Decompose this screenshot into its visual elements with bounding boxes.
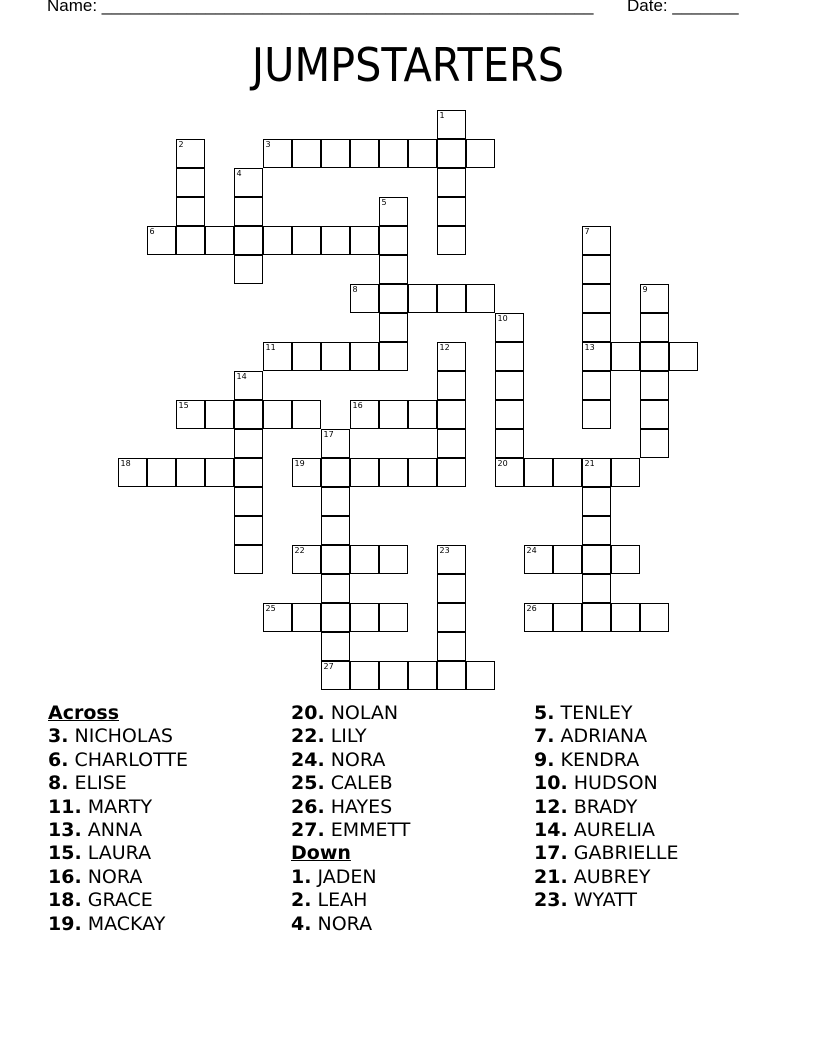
grid-cell (524, 603, 553, 632)
clue-answer: HUDSON (573, 772, 658, 795)
grid-cell (640, 284, 669, 313)
grid-cell (321, 603, 350, 632)
grid-cell (582, 574, 611, 603)
grid-cell (379, 603, 408, 632)
grid-cell (292, 342, 321, 371)
clue-number-label: 25 (265, 603, 276, 613)
clue-answer: GABRIELLE (573, 842, 679, 865)
clue-number: 11. (48, 795, 82, 818)
grid-cell (640, 371, 669, 400)
clue-number: 27. (291, 819, 325, 842)
grid-cell (234, 255, 263, 284)
clue-number: 8. (48, 772, 69, 795)
date-field-label: Date: _______ (627, 0, 739, 15)
grid-cell (582, 284, 611, 313)
clue-answer: CHARLOTTE (74, 748, 188, 771)
grid-cell (437, 545, 466, 574)
clue-across-24 (291, 749, 410, 772)
grid-cell (466, 284, 495, 313)
clue-answer: NORA (87, 865, 143, 888)
grid-cell (321, 429, 350, 458)
clue-across-3 (48, 725, 188, 748)
grid-cell (176, 226, 205, 255)
clue-answer: BRADY (573, 795, 638, 818)
grid-cell (437, 429, 466, 458)
clue-number: 4. (291, 912, 312, 935)
grid-cell (205, 458, 234, 487)
grid-cell (437, 139, 466, 168)
puzzle-title: JUMPSTARTERS (251, 38, 565, 92)
clue-answer: JADEN (317, 865, 377, 888)
grid-cell (234, 226, 263, 255)
clue-number-label: 15 (178, 400, 189, 410)
clue-number-label: 8 (352, 284, 358, 294)
clue-number-label: 12 (439, 342, 450, 352)
clue-down-5 (534, 702, 678, 725)
grid-cell (234, 168, 263, 197)
grid-cell (437, 226, 466, 255)
grid-cell (553, 603, 582, 632)
grid-cell (495, 429, 524, 458)
grid-cell (205, 400, 234, 429)
grid-cell (321, 226, 350, 255)
clue-number-label: 1 (439, 110, 445, 120)
clue-across-22 (291, 725, 410, 748)
grid-cell (321, 458, 350, 487)
grid-cell (640, 400, 669, 429)
across-heading: Across (48, 702, 120, 724)
grid-cell (234, 400, 263, 429)
clue-down-7 (534, 725, 678, 748)
grid-cell (292, 545, 321, 574)
name-field-label: Name: ____________________________________________________ (47, 0, 594, 15)
grid-cell (379, 313, 408, 342)
clue-across-8 (48, 772, 188, 795)
grid-cell (611, 458, 640, 487)
clue-number-label: 6 (149, 226, 155, 236)
clue-across-18 (48, 889, 188, 912)
grid-cell (263, 603, 292, 632)
grid-cell (640, 603, 669, 632)
clue-number: 3. (48, 725, 69, 748)
clue-number-label: 5 (381, 197, 387, 207)
grid-cell (582, 313, 611, 342)
grid-cell (321, 661, 350, 690)
grid-cell (495, 371, 524, 400)
clue-down-2 (291, 889, 410, 912)
grid-cell (495, 313, 524, 342)
grid-cell (524, 458, 553, 487)
grid-cell (582, 487, 611, 516)
clue-across-20 (291, 702, 410, 725)
grid-cell (611, 603, 640, 632)
clue-answer: HAYES (330, 795, 393, 818)
grid-cell (176, 197, 205, 226)
grid-cell (582, 400, 611, 429)
clue-across-6 (48, 749, 188, 772)
clue-number-label: 11 (265, 342, 276, 352)
clue-number-label: 17 (323, 429, 334, 439)
grid-cell (379, 197, 408, 226)
clue-answer: EMMETT (330, 819, 411, 842)
grid-cell (466, 139, 495, 168)
clue-number-label: 23 (439, 545, 450, 555)
clue-answer: LEAH (317, 889, 368, 912)
grid-cell (176, 168, 205, 197)
grid-cell (611, 342, 640, 371)
grid-cell (640, 429, 669, 458)
clue-down-23 (534, 889, 678, 912)
clue-across-25 (291, 772, 410, 795)
clue-number-label: 27 (323, 661, 334, 671)
grid-cell (437, 603, 466, 632)
clue-answer: ELISE (74, 772, 127, 795)
grid-cell (263, 342, 292, 371)
clue-across-16 (48, 866, 188, 889)
clue-answer: ANNA (87, 819, 143, 842)
grid-cell (350, 139, 379, 168)
clue-number-label: 24 (526, 545, 537, 555)
grid-cell (350, 342, 379, 371)
clue-number: 21. (534, 865, 568, 888)
grid-cell (437, 400, 466, 429)
grid-cell (379, 139, 408, 168)
grid-cell (350, 545, 379, 574)
clue-number-label: 21 (584, 458, 595, 468)
grid-cell (350, 603, 379, 632)
clue-number-label: 3 (265, 139, 271, 149)
clue-column-3 (534, 702, 678, 913)
grid-cell (205, 226, 234, 255)
grid-cell (147, 226, 176, 255)
grid-cell (553, 458, 582, 487)
grid-cell (582, 516, 611, 545)
grid-cell (292, 603, 321, 632)
clue-number-label: 9 (642, 284, 648, 294)
grid-cell (234, 371, 263, 400)
clue-number: 9. (534, 748, 555, 771)
clue-number: 16. (48, 865, 82, 888)
clue-number-label: 22 (294, 545, 305, 555)
clue-across-15 (48, 842, 188, 865)
grid-cell (379, 661, 408, 690)
clue-number: 17. (534, 842, 568, 865)
clue-down-17 (534, 842, 678, 865)
grid-cell (553, 545, 582, 574)
grid-cell (437, 342, 466, 371)
clue-down-12 (534, 796, 678, 819)
grid-cell (292, 400, 321, 429)
grid-cell (379, 400, 408, 429)
grid-cell (292, 226, 321, 255)
grid-cell (495, 342, 524, 371)
clue-answer: ADRIANA (560, 725, 648, 748)
grid-cell (176, 139, 205, 168)
clue-number: 14. (534, 819, 568, 842)
clue-number-label: 18 (120, 458, 131, 468)
grid-cell (292, 458, 321, 487)
clue-answer: NORA (330, 748, 386, 771)
clue-number: 10. (534, 772, 568, 795)
grid-cell (234, 429, 263, 458)
grid-cell (611, 545, 640, 574)
clue-across-19 (48, 913, 188, 936)
clue-number: 15. (48, 842, 82, 865)
grid-cell (234, 197, 263, 226)
grid-cell (495, 400, 524, 429)
grid-cell (292, 139, 321, 168)
grid-cell (640, 313, 669, 342)
clue-down-9 (534, 749, 678, 772)
grid-cell (321, 139, 350, 168)
clue-across-27 (291, 819, 410, 842)
clue-number-label: 10 (497, 313, 508, 323)
clue-answer: TENLEY (560, 702, 633, 724)
grid-cell (582, 545, 611, 574)
clue-down-10 (534, 772, 678, 795)
grid-cell (408, 400, 437, 429)
grid-cell (466, 661, 495, 690)
grid-cell (437, 632, 466, 661)
grid-cell (321, 574, 350, 603)
clue-number-label: 13 (584, 342, 595, 352)
grid-cell (234, 516, 263, 545)
clue-down-4 (291, 913, 410, 936)
clue-number: 5. (534, 702, 555, 724)
grid-cell (379, 545, 408, 574)
grid-cell (321, 545, 350, 574)
clue-answer: MACKAY (87, 912, 166, 935)
clue-down-21 (534, 866, 678, 889)
clue-across-26 (291, 796, 410, 819)
grid-cell (321, 516, 350, 545)
clue-column-1 (48, 702, 188, 936)
grid-cell (640, 342, 669, 371)
clue-number-label: 19 (294, 458, 305, 468)
clue-number: 19. (48, 912, 82, 935)
clue-answer: KENDRA (560, 748, 640, 771)
clue-down-14 (534, 819, 678, 842)
clue-column-2 (291, 702, 410, 936)
grid-cell (350, 458, 379, 487)
grid-cell (118, 458, 147, 487)
grid-cell (350, 284, 379, 313)
clue-answer: AURELIA (573, 819, 656, 842)
grid-cell (234, 545, 263, 574)
clue-answer: WYATT (573, 889, 638, 912)
grid-cell (147, 458, 176, 487)
clue-number-label: 16 (352, 400, 363, 410)
grid-cell (437, 458, 466, 487)
clue-answer: CALEB (330, 772, 393, 795)
clue-number: 24. (291, 748, 325, 771)
grid-cell (350, 661, 379, 690)
grid-cell (408, 139, 437, 168)
grid-cell (582, 342, 611, 371)
grid-cell (350, 400, 379, 429)
grid-cell (524, 545, 553, 574)
grid-cell (263, 226, 292, 255)
clue-number: 1. (291, 865, 312, 888)
grid-cell (408, 661, 437, 690)
clue-number: 20. (291, 702, 325, 724)
clue-number-label: 14 (236, 371, 247, 381)
grid-cell (321, 487, 350, 516)
clue-answer: MARTY (87, 795, 153, 818)
grid-cell (582, 226, 611, 255)
clue-number: 25. (291, 772, 325, 795)
clue-number-label: 26 (526, 603, 537, 613)
grid-cell (437, 371, 466, 400)
clue-across-13 (48, 819, 188, 842)
clue-answer: NOLAN (330, 702, 399, 724)
grid-cell (350, 226, 379, 255)
clue-answer: AUBREY (573, 865, 651, 888)
clue-number: 6. (48, 748, 69, 771)
grid-cell (669, 342, 698, 371)
grid-cell (176, 458, 205, 487)
grid-cell (437, 284, 466, 313)
clue-number: 22. (291, 725, 325, 748)
clue-number: 13. (48, 819, 82, 842)
grid-cell (437, 574, 466, 603)
clue-down-1 (291, 866, 410, 889)
clue-number: 7. (534, 725, 555, 748)
grid-cell (263, 139, 292, 168)
clue-answer: LILY (330, 725, 367, 748)
clue-number-label: 20 (497, 458, 508, 468)
grid-cell (582, 371, 611, 400)
clue-answer: NICHOLAS (74, 725, 173, 748)
grid-cell (379, 342, 408, 371)
clue-answer: LAURA (87, 842, 152, 865)
grid-cell (176, 400, 205, 429)
grid-cell (408, 458, 437, 487)
clue-number: 23. (534, 889, 568, 912)
grid-cell (263, 400, 292, 429)
clue-number: 2. (291, 889, 312, 912)
grid-cell (437, 661, 466, 690)
grid-cell (379, 458, 408, 487)
clue-number-label: 2 (178, 139, 184, 149)
grid-cell (437, 168, 466, 197)
grid-cell (321, 342, 350, 371)
grid-cell (379, 255, 408, 284)
grid-cell (379, 226, 408, 255)
grid-cell (408, 284, 437, 313)
grid-cell (437, 110, 466, 139)
clue-number: 26. (291, 795, 325, 818)
grid-cell (582, 603, 611, 632)
down-heading: Down (291, 842, 351, 865)
grid-cell (234, 458, 263, 487)
grid-cell (495, 458, 524, 487)
clue-number: 12. (534, 795, 568, 818)
grid-cell (582, 255, 611, 284)
clue-number: 18. (48, 889, 82, 912)
clue-number-label: 4 (236, 168, 242, 178)
grid-cell (379, 284, 408, 313)
grid-cell (321, 632, 350, 661)
grid-cell (437, 197, 466, 226)
grid-cell (582, 458, 611, 487)
clue-across-11 (48, 796, 188, 819)
clue-answer: NORA (317, 912, 373, 935)
grid-cell (234, 487, 263, 516)
clue-answer: GRACE (87, 889, 153, 912)
clue-number-label: 7 (584, 226, 590, 236)
